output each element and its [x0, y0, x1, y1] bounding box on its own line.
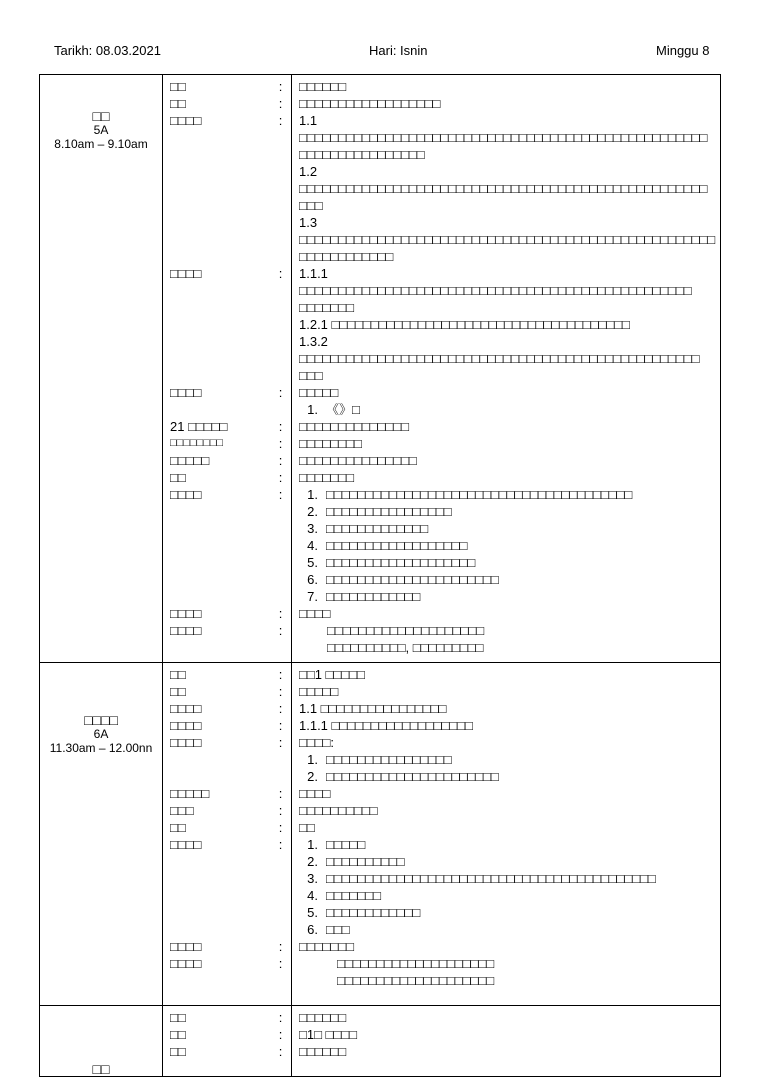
list-item	[299, 401, 717, 418]
field-value	[291, 452, 723, 469]
field-label: □□□	[170, 803, 194, 818]
field-colon: :	[278, 701, 283, 716]
field-label: □□□□□	[170, 453, 210, 468]
lesson-fields	[162, 663, 723, 1005]
item-text: □□□□□□□□□□□□	[326, 589, 421, 604]
field-value	[291, 469, 723, 486]
field-colon: :	[278, 419, 283, 434]
lesson-block	[39, 663, 721, 1006]
item-number: 7.	[307, 589, 318, 604]
field-colon: :	[278, 266, 283, 281]
field-value	[291, 785, 723, 802]
field-value	[291, 717, 723, 734]
value-line: □□□□□□□	[299, 300, 354, 315]
item-number: 3.	[307, 871, 318, 886]
lesson-block	[39, 1006, 721, 1077]
field-colon: :	[278, 735, 283, 750]
list-item	[299, 588, 717, 605]
field-label: □□□□	[170, 623, 202, 638]
item-number: 1.	[307, 402, 318, 417]
item-number: 5.	[307, 905, 318, 920]
column-divider	[291, 1006, 292, 1076]
field-label: □□	[170, 1044, 186, 1059]
field-row	[162, 802, 723, 819]
field-colon: :	[278, 1010, 283, 1025]
value-line: □□□□:	[299, 735, 335, 750]
field-value	[291, 938, 723, 955]
field-label: □□	[170, 470, 186, 485]
field-row	[162, 700, 723, 717]
field-value	[291, 418, 723, 435]
indented-line: □□□□□□□□□□□□□□□□□□□□	[337, 973, 495, 988]
field-colon: :	[278, 837, 283, 852]
value-line: □□□□□	[299, 684, 339, 699]
value-line: □□□□	[299, 606, 331, 621]
field-label: □□□□	[170, 487, 202, 502]
field-colon: :	[278, 96, 283, 111]
field-colon: :	[278, 820, 283, 835]
list-item	[299, 853, 717, 870]
field-colon: :	[278, 786, 283, 801]
field-label: □□□□	[170, 735, 202, 750]
item-number: 3.	[307, 521, 318, 536]
field-label: □□□□	[170, 939, 202, 954]
value-line: 1.1 □□□□□□□□□□□□□□□□	[299, 701, 447, 716]
field-colon: :	[278, 487, 283, 502]
field-row	[162, 78, 723, 95]
item-number: 6.	[307, 922, 318, 937]
item-text: □□□□□□□□□□□□□	[326, 521, 429, 536]
item-text: □□□□□□□□□□□□	[326, 905, 421, 920]
field-colon: :	[278, 113, 283, 128]
field-row	[162, 785, 723, 802]
indented-line: □□□□□□□□□□, □□□□□□□□□	[327, 640, 484, 655]
field-colon: :	[278, 385, 283, 400]
subject-cell	[40, 75, 162, 662]
lesson-fields	[162, 1006, 723, 1076]
field-row	[162, 112, 723, 265]
item-number: 1.	[307, 837, 318, 852]
class-name: 6A	[93, 727, 109, 741]
item-text: □□□□□□□	[326, 888, 381, 903]
field-label: □□□□	[170, 837, 202, 852]
column-divider	[162, 75, 163, 662]
field-value	[291, 700, 723, 717]
field-row	[162, 486, 723, 605]
field-value	[291, 666, 723, 683]
field-label: □□	[170, 1027, 186, 1042]
field-label: □□□□	[170, 718, 202, 733]
value-line: □□□□□□□□□□□□□□□□□□	[299, 96, 441, 111]
field-value	[291, 955, 723, 989]
field-colon: :	[278, 803, 283, 818]
value-line: □□□□□□□□□□	[299, 803, 378, 818]
column-divider	[291, 663, 292, 1005]
field-value	[291, 819, 723, 836]
lesson-fields	[162, 75, 723, 662]
field-colon: :	[278, 606, 283, 621]
field-row	[162, 1043, 723, 1060]
value-line: □□□□□□□□□□□□□□□□	[299, 147, 425, 162]
field-row	[162, 1009, 723, 1026]
value-line: 1.1 □□□□□□□□□□□□□□□□□□□□□□□□□□□□□□□□□□□□□□□□□□□□□□□□□□□□	[299, 113, 708, 145]
field-label: □□□□	[170, 956, 202, 971]
value-line: □□□□□□	[299, 1010, 347, 1025]
field-label: □□□□	[170, 266, 202, 281]
field-row	[162, 1026, 723, 1043]
field-row	[162, 683, 723, 700]
value-line: □□□□□□□	[299, 939, 354, 954]
subject-name: □□	[92, 1061, 110, 1077]
item-text: □□□□□□□□□□	[326, 854, 405, 869]
value-line: □□□□□□	[299, 79, 347, 94]
lesson-block	[39, 75, 721, 663]
value-line: □□□	[299, 368, 323, 383]
field-value	[291, 1043, 723, 1060]
list-item	[299, 921, 717, 938]
field-row	[162, 955, 723, 989]
item-text: □□□□□□□□□□□□□□□□	[326, 504, 452, 519]
value-line: 1.2 □□□□□□□□□□□□□□□□□□□□□□□□□□□□□□□□□□□□□□□□□□□□□□□□□□□□	[299, 164, 708, 196]
field-value	[291, 1009, 723, 1026]
field-row	[162, 95, 723, 112]
list-item	[299, 503, 717, 520]
field-colon: :	[278, 939, 283, 954]
item-text: □□□□□□□□□□□□□□□□□□	[326, 538, 468, 553]
list-item	[299, 768, 717, 785]
field-row	[162, 819, 723, 836]
subject-name: □□	[92, 108, 110, 124]
item-text: □□□□□□□□□□□□□□□□□□□□□□	[326, 572, 499, 587]
field-value	[291, 95, 723, 112]
list-item	[299, 751, 717, 768]
field-label: □□□□□□□□	[170, 437, 224, 449]
field-row	[162, 265, 723, 384]
field-row	[162, 384, 723, 418]
column-divider	[162, 1006, 163, 1076]
lesson-time: 11.30am – 12.00nn	[49, 741, 153, 755]
value-line: 1.3.2 □□□□□□□□□□□□□□□□□□□□□□□□□□□□□□□□□□□□□□□□□□□□□□□□□□□	[299, 334, 700, 366]
value-line: □1□ □□□□	[299, 1027, 357, 1042]
value-line: □□□□□□	[299, 1044, 347, 1059]
subject-cell	[40, 1006, 162, 1076]
item-number: 1.	[307, 487, 318, 502]
field-label: □□	[170, 667, 186, 682]
value-line: 1.2.1 □□□□□□□□□□□□□□□□□□□□□□□□□□□□□□□□□□□□□□	[299, 317, 630, 332]
value-line: □□□□□	[299, 385, 339, 400]
field-label: □□□□	[170, 113, 202, 128]
field-label: □□□□	[170, 385, 202, 400]
field-colon: :	[278, 79, 283, 94]
field-value	[291, 265, 723, 384]
field-value	[291, 112, 723, 265]
field-label: □□	[170, 96, 186, 111]
field-colon: :	[278, 453, 283, 468]
list-item	[299, 520, 717, 537]
value-line: □□□□□□□□□□□□□□	[299, 419, 409, 434]
item-number: 4.	[307, 888, 318, 903]
header-week: Minggu 8	[656, 43, 710, 58]
field-value	[291, 683, 723, 700]
field-colon: :	[278, 718, 283, 733]
field-row	[162, 717, 723, 734]
field-label: □□	[170, 1010, 186, 1025]
field-label: □□	[170, 79, 186, 94]
field-label: □□□□	[170, 606, 202, 621]
item-number: 2.	[307, 769, 318, 784]
class-name: 5A	[93, 123, 109, 137]
value-line: □□□□□□□□□□□□□□□	[299, 453, 417, 468]
item-text: □□□	[326, 922, 350, 937]
field-value	[291, 605, 723, 622]
field-colon: :	[278, 470, 283, 485]
list-item	[299, 571, 717, 588]
field-value	[291, 802, 723, 819]
field-label: 21 □□□□□	[170, 419, 228, 434]
field-row	[162, 622, 723, 656]
field-row	[162, 666, 723, 683]
item-number: 1.	[307, 752, 318, 767]
item-text: □□□□□□□□□□□□□□□□□□□□□□	[326, 769, 499, 784]
header-date: Tarikh: 08.03.2021	[54, 43, 161, 58]
header-day: Hari: Isnin	[369, 43, 428, 58]
column-divider	[291, 75, 292, 662]
value-line: 1.3 □□□□□□□□□□□□□□□□□□□□□□□□□□□□□□□□□□□□□□□□□□□□□□□□□□□□□	[299, 215, 716, 247]
item-text: 《》□	[326, 402, 360, 417]
subject-cell	[40, 663, 162, 1005]
value-line: 1.1.1 □□□□□□□□□□□□□□□□□□□□□□□□□□□□□□□□□□□□□□□□□□□□□□□□□□	[299, 266, 692, 298]
field-value	[291, 836, 723, 938]
field-colon: :	[278, 684, 283, 699]
field-value	[291, 734, 723, 785]
item-text: □□□□□□□□□□□□□□□□□□□□□□□□□□□□□□□□□□□□□□□□□□	[326, 871, 656, 886]
item-number: 2.	[307, 854, 318, 869]
field-row	[162, 605, 723, 622]
item-number: 2.	[307, 504, 318, 519]
list-item	[299, 537, 717, 554]
field-label: □□	[170, 684, 186, 699]
list-item	[299, 554, 717, 571]
field-label: □□□□□	[170, 786, 210, 801]
item-number: 5.	[307, 555, 318, 570]
field-value	[291, 384, 723, 418]
field-row	[162, 452, 723, 469]
value-line: □□□□	[299, 786, 331, 801]
field-value	[291, 622, 723, 656]
field-label: □□	[170, 820, 186, 835]
indented-line: □□□□□□□□□□□□□□□□□□□□	[337, 956, 495, 971]
field-row	[162, 836, 723, 938]
item-text: □□□□□	[326, 837, 366, 852]
lesson-time: 8.10am – 9.10am	[54, 137, 148, 151]
list-item	[299, 870, 717, 887]
value-line: □□	[299, 820, 315, 835]
value-line: □□□□□□□	[299, 470, 354, 485]
column-divider	[162, 663, 163, 1005]
field-value	[291, 435, 723, 452]
list-item	[299, 836, 717, 853]
value-line: □□□□□□□□	[299, 436, 362, 451]
item-number: 6.	[307, 572, 318, 587]
field-value	[291, 1026, 723, 1043]
field-row	[162, 435, 723, 452]
field-value	[291, 78, 723, 95]
field-value	[291, 486, 723, 605]
field-row	[162, 734, 723, 785]
field-row	[162, 938, 723, 955]
field-colon: :	[278, 956, 283, 971]
indented-line: □□□□□□□□□□□□□□□□□□□□	[327, 623, 485, 638]
lesson-plan-table	[39, 74, 721, 1077]
subject-name: □□□□	[84, 712, 118, 728]
field-colon: :	[278, 623, 283, 638]
value-line: □□□	[299, 198, 323, 213]
field-colon: :	[278, 1027, 283, 1042]
field-row	[162, 469, 723, 486]
list-item	[299, 486, 717, 503]
field-label: □□□□	[170, 701, 202, 716]
item-text: □□□□□□□□□□□□□□□□□□□□□□□□□□□□□□□□□□□□□□□	[326, 487, 633, 502]
field-colon: :	[278, 1044, 283, 1059]
value-line: □□□□□□□□□□□□	[299, 249, 394, 264]
list-item	[299, 887, 717, 904]
field-row	[162, 418, 723, 435]
value-line: □□1 □□□□□	[299, 667, 365, 682]
list-item	[299, 904, 717, 921]
item-text: □□□□□□□□□□□□□□□□	[326, 752, 452, 767]
field-colon: :	[278, 436, 283, 451]
item-text: □□□□□□□□□□□□□□□□□□□	[326, 555, 476, 570]
value-line: 1.1.1 □□□□□□□□□□□□□□□□□□	[299, 718, 473, 733]
item-number: 4.	[307, 538, 318, 553]
field-colon: :	[278, 667, 283, 682]
